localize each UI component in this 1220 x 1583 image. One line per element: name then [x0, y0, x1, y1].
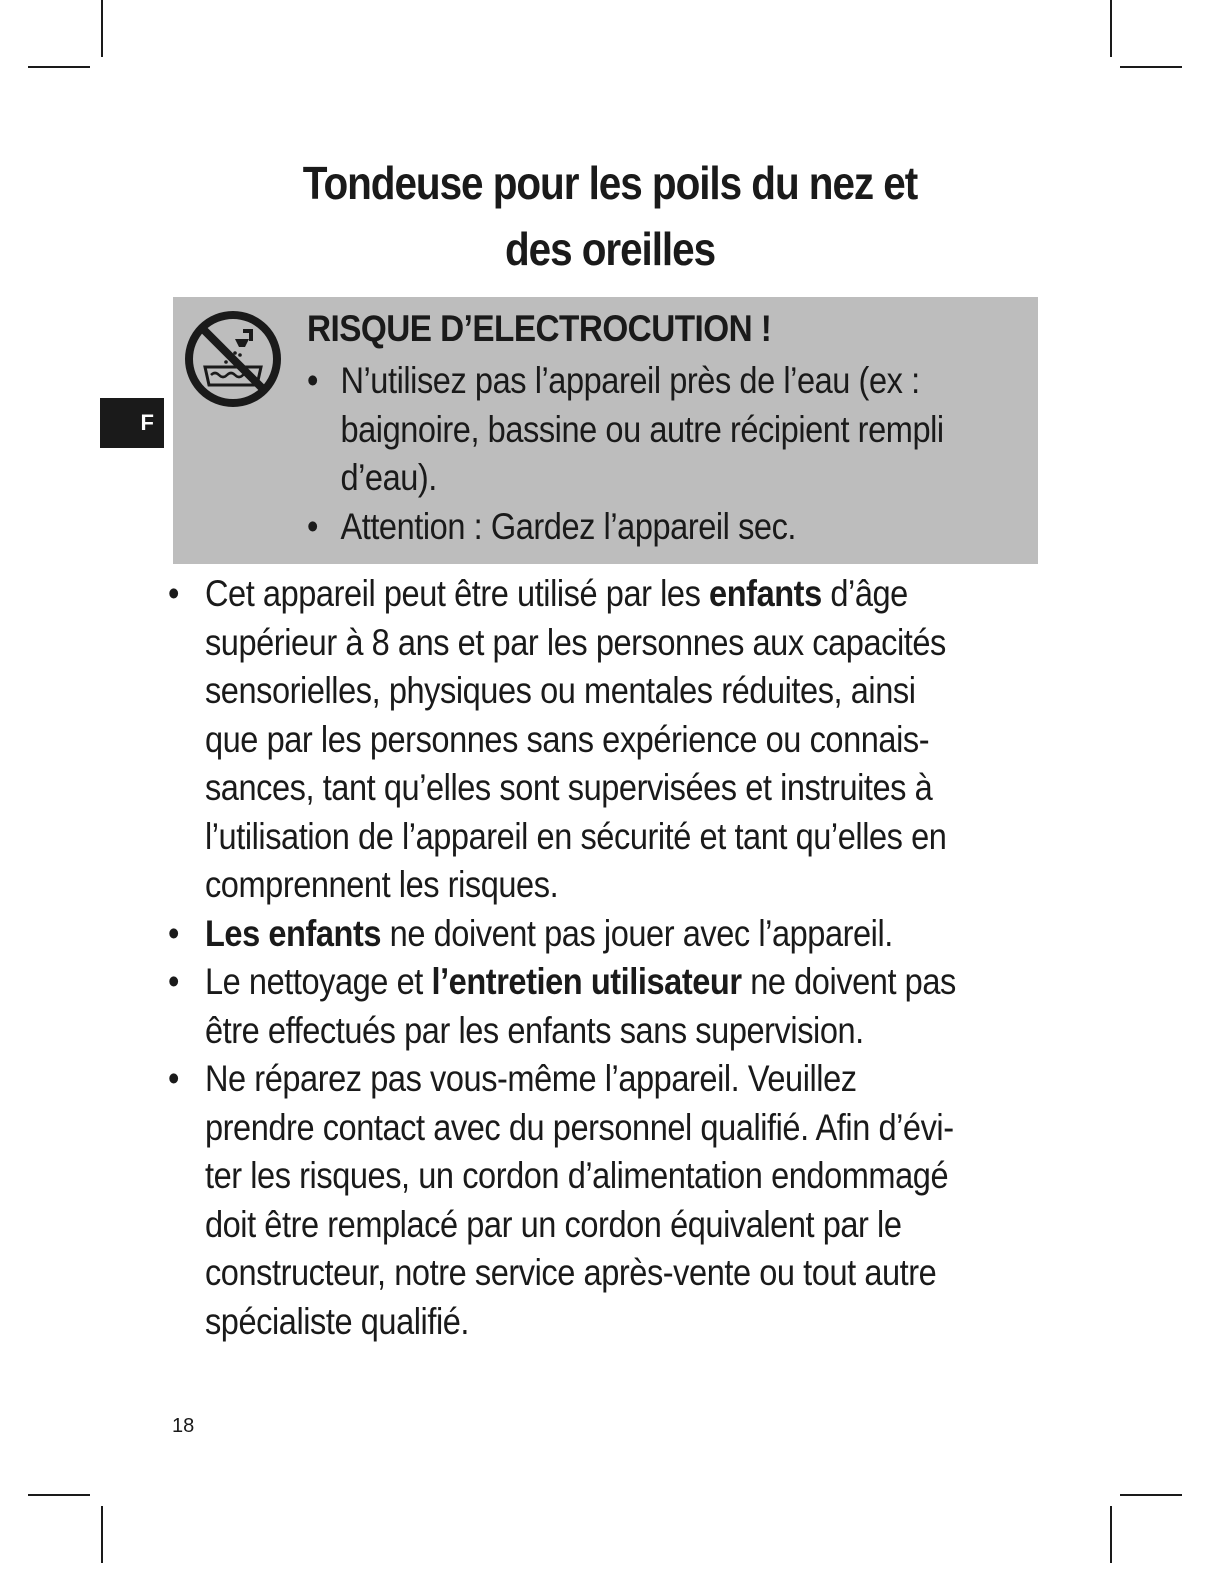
- page-title-line-1: Tondeuse pour les poils du nez et: [302, 157, 918, 209]
- emphasis-user-maintenance: l’entretien utilisateur: [431, 961, 742, 1002]
- text-segment: ne doivent pas: [741, 961, 956, 1002]
- text-segment: d’âge: [821, 573, 908, 614]
- warning-list: [307, 357, 1067, 551]
- crop-mark-bottom-right-horizontal: [1120, 1494, 1182, 1496]
- crop-mark-top-left-horizontal: [28, 66, 90, 68]
- warning-heading: RISQUE D’ELECTROCUTION !: [307, 308, 772, 349]
- warning-item-dry-text: Attention : Gardez l’appareil sec.: [340, 505, 797, 547]
- safety-item-children-play: [168, 910, 1013, 959]
- safety-list: [168, 570, 1128, 1346]
- bullet: •: [168, 912, 179, 954]
- page-title: [73, 150, 1147, 282]
- safety-item-3-line-1: [205, 958, 1013, 1007]
- warning-item-water-line-1: N’utilisez pas l’appareil près de l’eau (ex :: [340, 360, 920, 401]
- crop-mark-bottom-left-horizontal: [28, 1494, 90, 1496]
- safety-item-1-line-6: l’utilisation de l’appareil en sécurité et tant qu’elles en: [204, 815, 947, 857]
- emphasis-children: enfants: [709, 573, 822, 614]
- crop-mark-top-right-horizontal: [1120, 66, 1182, 68]
- safety-item-1-line-1: [205, 570, 1013, 619]
- bullet: •: [168, 573, 179, 614]
- crop-mark-top-left-vertical: [101, 0, 103, 57]
- warning-item-water-line-3: d’eau).: [340, 457, 437, 498]
- safety-item-repair: [168, 1055, 1013, 1346]
- warning-item-dry: [307, 503, 976, 552]
- safety-item-3-line-2: être effectués par les enfants sans supervision.: [204, 1009, 864, 1051]
- text-segment: ne doivent pas jouer avec l’appareil.: [381, 912, 893, 954]
- bullet: •: [307, 505, 318, 547]
- safety-item-4-line-2: prendre contact avec du personnel qualifié. Afin d’évi-: [204, 1106, 954, 1148]
- safety-item-4-line-1: Ne réparez pas vous-même l’appareil. Veuillez: [204, 1058, 857, 1099]
- safety-item-4-line-3: ter les risques, un cordon d’alimentation endommagé: [204, 1155, 949, 1196]
- language-tab-label: F: [140, 410, 154, 435]
- warning-item-water: [307, 357, 976, 503]
- crop-mark-bottom-left-vertical: [101, 1506, 103, 1563]
- text-segment: Le nettoyage et: [204, 961, 432, 1002]
- emphasis-children: Les enfants: [204, 912, 382, 954]
- safety-item-1-line-4: que par les personnes sans expérience ou connais-: [204, 718, 930, 760]
- no-water-bath-icon: [183, 309, 283, 409]
- bullet: •: [168, 1058, 179, 1099]
- safety-item-4-line-6: spécialiste qualifié.: [204, 1300, 470, 1342]
- page-title-line-2: des oreilles: [504, 223, 716, 275]
- safety-item-cleaning: [168, 958, 1013, 1055]
- electrocution-warning-box: [173, 297, 1038, 564]
- bullet: •: [168, 961, 179, 1002]
- warning-item-water-line-2: baignoire, bassine ou autre récipient rempli: [340, 408, 944, 450]
- crop-mark-bottom-right-vertical: [1110, 1506, 1112, 1563]
- bullet: •: [307, 360, 318, 401]
- safety-item-1-line-5: sances, tant qu’elles sont supervisées et instruites à: [204, 767, 933, 808]
- safety-item-1-line-2: supérieur à 8 ans et par les personnes aux capacités: [204, 621, 946, 663]
- safety-item-1-line-7: comprennent les risques.: [204, 864, 559, 905]
- text-segment: Cet appareil peut être utilisé par les: [204, 573, 710, 614]
- language-tab: [100, 398, 164, 448]
- safety-item-children-usage: [168, 570, 1013, 910]
- safety-item-1-line-3: sensorielles, physiques ou mentales réduites, ainsi: [204, 670, 916, 711]
- safety-item-4-line-5: constructeur, notre service après-vente ou tout autre: [204, 1252, 937, 1293]
- crop-mark-top-right-vertical: [1110, 0, 1112, 57]
- safety-item-2-line-1: [205, 910, 1013, 959]
- page-number: 18: [172, 1415, 195, 1437]
- safety-item-4-line-4: doit être remplacé par un cordon équivalent par le: [204, 1203, 902, 1245]
